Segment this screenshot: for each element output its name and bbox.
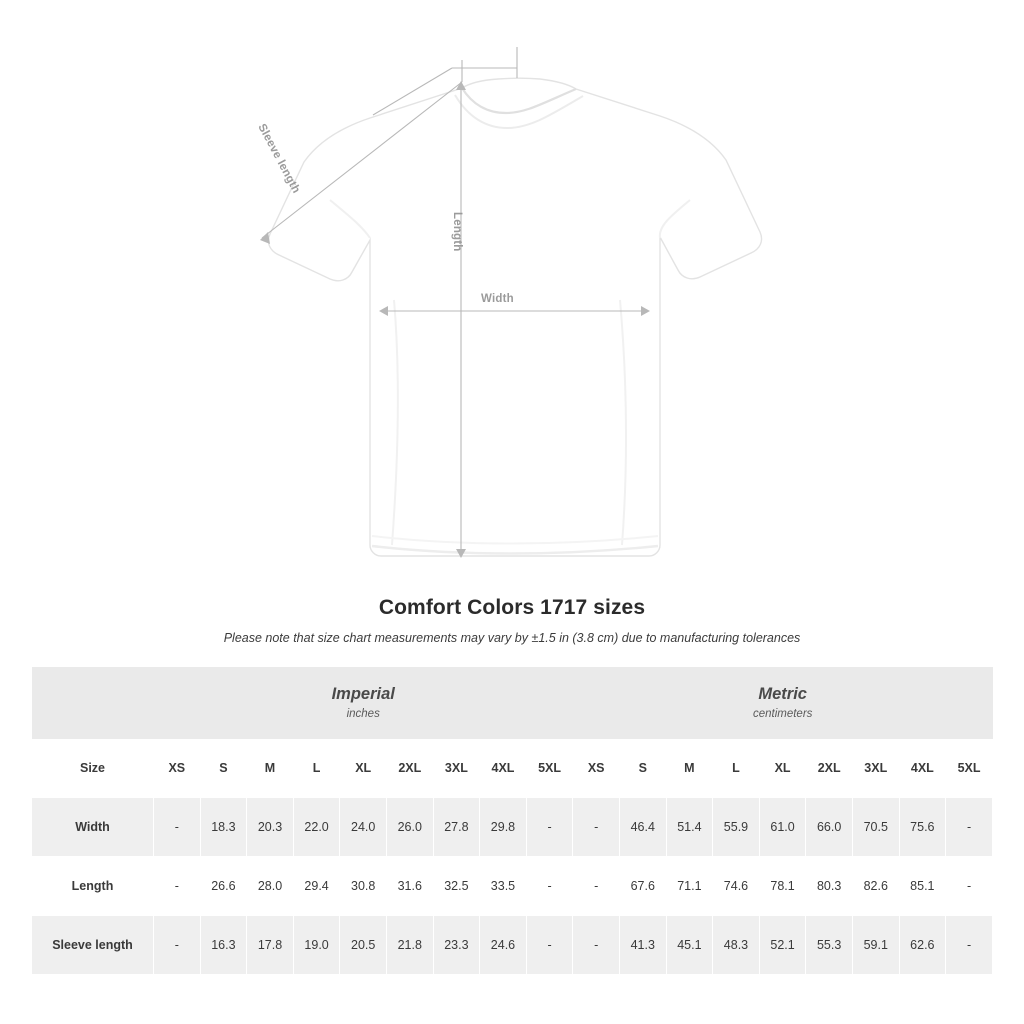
size-header-metric-2xl: 2XL	[806, 739, 853, 797]
cell-length-imperial-5xl: -	[526, 856, 573, 915]
cell-width-metric-m: 51.4	[666, 797, 713, 856]
cell-length-metric-3xl: 82.6	[852, 856, 899, 915]
cell-width-imperial-xl: 24.0	[340, 797, 387, 856]
unit-imperial-name: Imperial	[331, 685, 395, 704]
cell-sleeve-metric-l: 48.3	[713, 915, 760, 974]
unit-metric-sub: centimeters	[752, 708, 813, 721]
cell-width-imperial-s: 18.3	[200, 797, 247, 856]
cell-sleeve-imperial-4xl: 24.6	[480, 915, 527, 974]
cell-length-metric-2xl: 80.3	[806, 856, 853, 915]
size-header-metric-5xl: 5XL	[946, 739, 993, 797]
cell-sleeve-metric-5xl: -	[946, 915, 993, 974]
cell-sleeve-imperial-3xl: 23.3	[433, 915, 480, 974]
cell-length-metric-5xl: -	[946, 856, 993, 915]
length-dimension-label: Length	[451, 212, 463, 252]
cell-sleeve-imperial-m: 17.8	[247, 915, 294, 974]
unit-imperial-cell	[154, 667, 573, 739]
cell-length-imperial-xs: -	[154, 856, 201, 915]
cell-sleeve-imperial-2xl: 21.8	[386, 915, 433, 974]
size-header-row	[32, 739, 993, 797]
cell-length-imperial-m: 28.0	[247, 856, 294, 915]
cell-sleeve-imperial-5xl: -	[526, 915, 573, 974]
row-label-width: Width	[32, 797, 154, 856]
cell-sleeve-metric-2xl: 55.3	[806, 915, 853, 974]
size-header-metric-xs: XS	[573, 739, 620, 797]
size-header-label: Size	[32, 739, 154, 797]
size-header-metric-l: L	[713, 739, 760, 797]
cell-width-imperial-l: 22.0	[293, 797, 340, 856]
size-header-imperial-2xl: 2XL	[386, 739, 433, 797]
size-header-imperial-5xl: 5XL	[526, 739, 573, 797]
cell-sleeve-metric-4xl: 62.6	[899, 915, 946, 974]
cell-width-metric-3xl: 70.5	[852, 797, 899, 856]
cell-sleeve-imperial-xs: -	[154, 915, 201, 974]
size-header-imperial-s: S	[200, 739, 247, 797]
cell-length-imperial-3xl: 32.5	[433, 856, 480, 915]
sleeve-length-dimension-label: Sleeve length	[255, 122, 303, 196]
table-row	[32, 915, 993, 974]
table-row	[32, 856, 993, 915]
cell-length-imperial-s: 26.6	[200, 856, 247, 915]
size-header-imperial-xl: XL	[340, 739, 387, 797]
row-label-length: Length	[32, 856, 154, 915]
cell-sleeve-imperial-s: 16.3	[200, 915, 247, 974]
table-row	[32, 797, 993, 856]
size-chart-table-wrapper	[0, 667, 1024, 975]
row-label-sleeve-length: Sleeve length	[32, 915, 154, 974]
size-header-imperial-m: M	[247, 739, 294, 797]
tolerance-note: Please note that size chart measurements may vary by ±1.5 in (3.8 cm) due to manufacturing tolerances	[223, 631, 801, 645]
size-header-metric-xl: XL	[759, 739, 806, 797]
page-title: Comfort Colors 1717 sizes	[378, 596, 646, 619]
unit-corner-cell	[32, 667, 154, 739]
unit-imperial-sub: inches	[346, 708, 380, 721]
unit-metric-name: Metric	[758, 685, 807, 704]
cell-sleeve-metric-3xl: 59.1	[852, 915, 899, 974]
cell-sleeve-metric-xs: -	[573, 915, 620, 974]
unit-system-row	[32, 667, 993, 739]
size-header-metric-s: S	[619, 739, 666, 797]
cell-length-metric-s: 67.6	[619, 856, 666, 915]
cell-width-imperial-2xl: 26.0	[386, 797, 433, 856]
size-header-imperial-l: L	[293, 739, 340, 797]
cell-width-metric-s: 46.4	[619, 797, 666, 856]
size-chart-table	[31, 667, 993, 975]
size-header-metric-m: M	[666, 739, 713, 797]
cell-sleeve-imperial-l: 19.0	[293, 915, 340, 974]
size-header-imperial-xs: XS	[154, 739, 201, 797]
size-header-metric-3xl: 3XL	[852, 739, 899, 797]
cell-width-metric-4xl: 75.6	[899, 797, 946, 856]
cell-length-imperial-2xl: 31.6	[386, 856, 433, 915]
cell-sleeve-imperial-xl: 20.5	[340, 915, 387, 974]
cell-width-imperial-m: 20.3	[247, 797, 294, 856]
size-header-metric-4xl: 4XL	[899, 739, 946, 797]
cell-sleeve-metric-s: 41.3	[619, 915, 666, 974]
cell-sleeve-metric-xl: 52.1	[759, 915, 806, 974]
tshirt-shape	[268, 78, 761, 556]
cell-width-metric-5xl: -	[946, 797, 993, 856]
cell-length-imperial-4xl: 33.5	[480, 856, 527, 915]
cell-length-imperial-xl: 30.8	[340, 856, 387, 915]
width-dimension-label: Width	[481, 293, 514, 305]
cell-width-imperial-3xl: 27.8	[433, 797, 480, 856]
cell-width-imperial-5xl: -	[526, 797, 573, 856]
cell-length-metric-xl: 78.1	[759, 856, 806, 915]
unit-metric-cell	[573, 667, 993, 739]
cell-length-metric-4xl: 85.1	[899, 856, 946, 915]
cell-width-metric-xs: -	[573, 797, 620, 856]
cell-length-metric-xs: -	[573, 856, 620, 915]
cell-width-metric-l: 55.9	[713, 797, 760, 856]
size-header-imperial-4xl: 4XL	[480, 739, 527, 797]
cell-width-imperial-4xl: 29.8	[480, 797, 527, 856]
cell-width-metric-xl: 61.0	[759, 797, 806, 856]
cell-width-metric-2xl: 66.0	[806, 797, 853, 856]
cell-sleeve-metric-m: 45.1	[666, 915, 713, 974]
cell-length-metric-l: 74.6	[713, 856, 760, 915]
chart-header	[0, 596, 1024, 645]
cell-width-imperial-xs: -	[154, 797, 201, 856]
cell-length-imperial-l: 29.4	[293, 856, 340, 915]
size-header-imperial-3xl: 3XL	[433, 739, 480, 797]
cell-length-metric-m: 71.1	[666, 856, 713, 915]
